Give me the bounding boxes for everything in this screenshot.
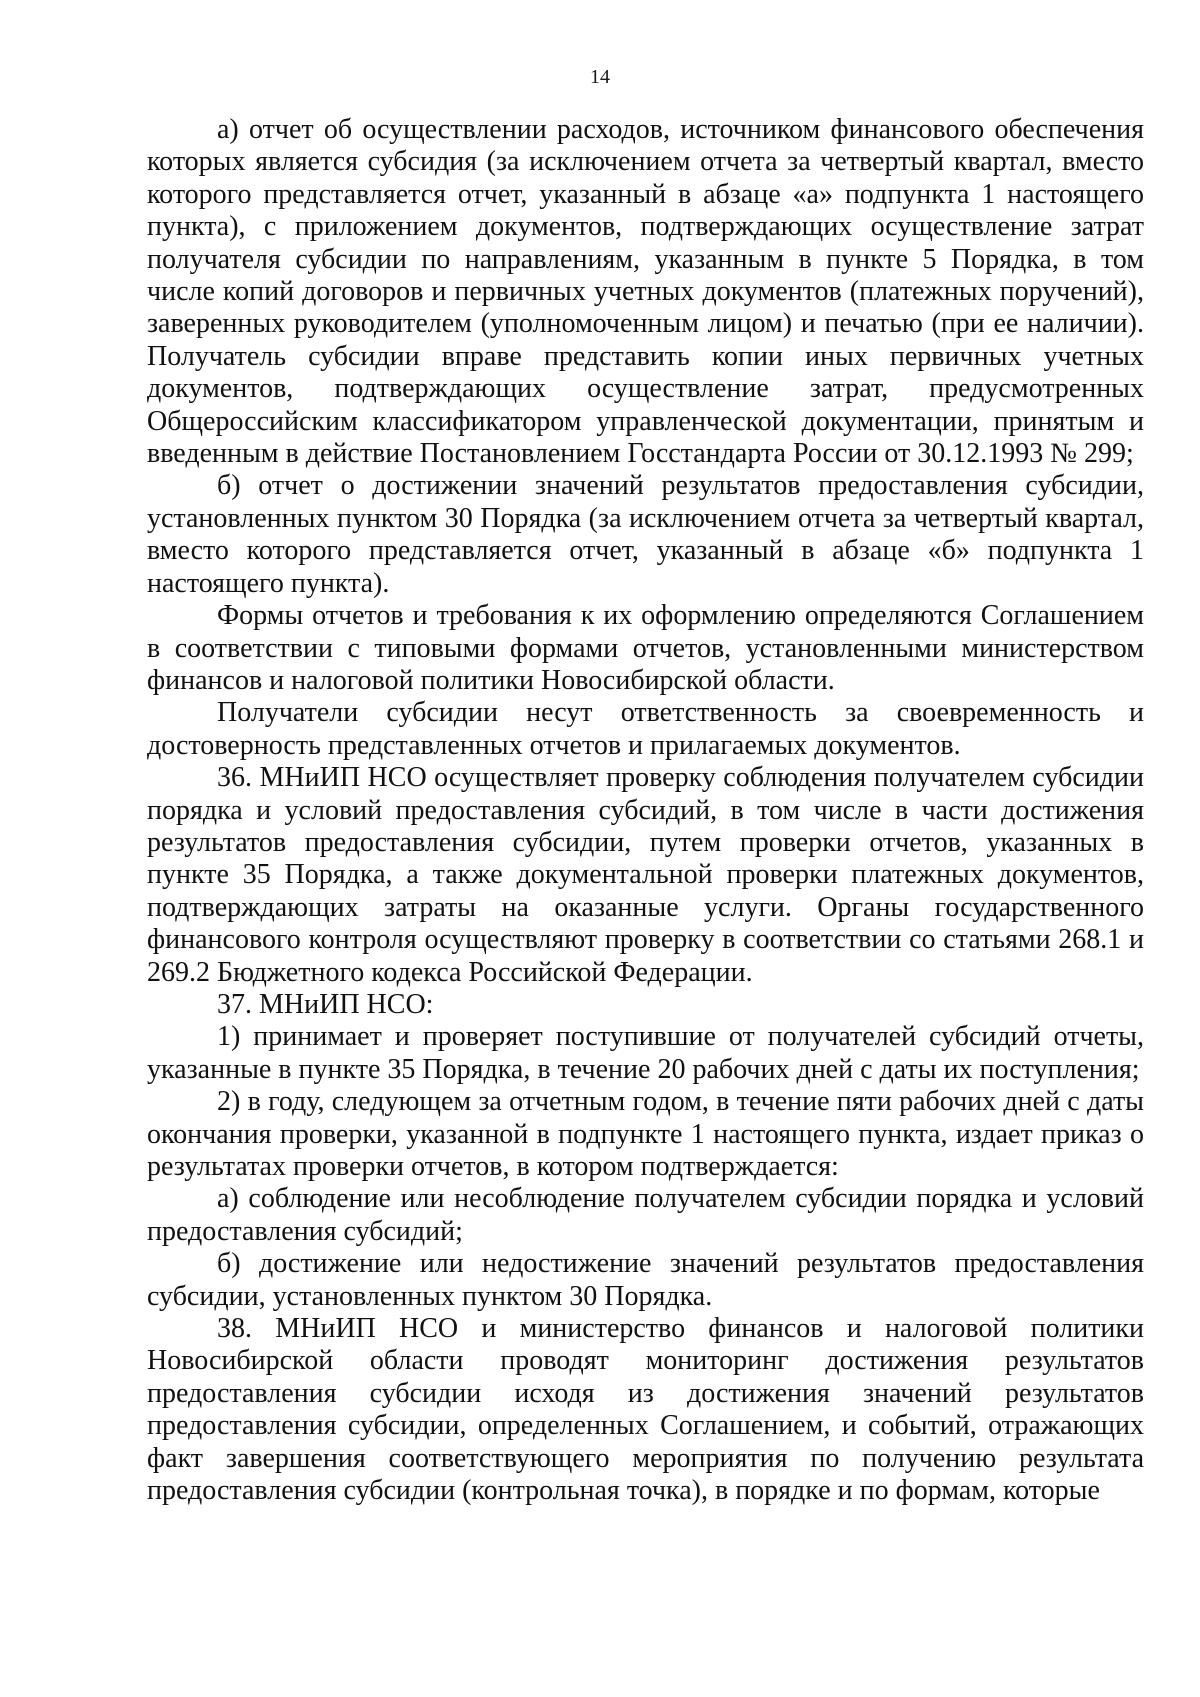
paragraph-report-expenses: а) отчет об осуществлении расходов, источником финансового обеспечения которых является субсидия (за исключением отчета за четвертый квартал, вместо которого представляется отчет, указанный в абзаце «а» подпункта 1 настоящего пункта), с приложением документов, подтверждающих осуществление затрат получателя субсидии по направлениям, указанным в пункте 5 Порядка, в том числе копий договоров и первичных учетных документов (платежных поручений), заверенных руководителем (уполномоченным лицом) и печатью (при ее наличии). Получатель субсидии вправе представить копии иных первичных учетных документов, подтверждающих осуществление затрат, предусмотренных Общероссийским классификатором управленческой документации, принятым и введенным в действие Постановлением Госстандарта России от 30.12.1993 № 299; <box>147 114 1144 470</box>
paragraph-report-forms: Формы отчетов и требования к их оформлению определяются Соглашением в соответствии с типовыми формами отчетов, установленными министерством финансов и налоговой политики Новосибирской области. <box>147 600 1144 696</box>
paragraph-clause-37-item-1: 1) принимает и проверяет поступившие от получателей субсидий отчеты, указанные в пункте 35 Порядка, в течение 20 рабочих дней с даты их поступления; <box>147 1021 1144 1085</box>
paragraph-clause-37-item-2: 2) в году, следующем за отчетным годом, в течение пяти рабочих дней с даты окончания проверки, указанной в подпункте 1 настоящего пункта, издает приказ о результатах проверки отчетов, в котором подтверждается: <box>147 1086 1144 1182</box>
document-body <box>147 114 1144 1507</box>
paragraph-report-results: б) отчет о достижении значений результатов предоставления субсидии, установленных пунктом 30 Порядка (за исключением отчета за четвертый квартал, вместо которого представляется отчет, указанный в абзаце «б» подпункта 1 настоящего пункта). <box>147 470 1144 599</box>
paragraph-recipient-responsibility: Получатели субсидии несут ответственность за своевременность и достоверность представленных отчетов и прилагаемых документов. <box>147 697 1144 761</box>
paragraph-clause-38: 38. МНиИП НСО и министерство финансов и налоговой политики Новосибирской области проводят мониторинг достижения результатов предоставления субсидии исходя из достижения значений результатов предоставления субсидии, определенных Соглашением, и событий, отражающих факт завершения соответствующего мероприятия по получению результата предоставления субсидии (контрольная точка), в порядке и по формам, которые <box>147 1313 1144 1507</box>
paragraph-clause-37-item-2a: а) соблюдение или несоблюдение получателем субсидии порядка и условий предоставления субсидий; <box>147 1183 1144 1247</box>
paragraph-clause-37: 37. МНиИП НСО: <box>217 988 434 1020</box>
paragraph-clause-36: 36. МНиИП НСО осуществляет проверку соблюдения получателем субсидии порядка и условий предоставления субсидий, в том числе в части достижения результатов предоставления субсидии, путем проверки отчетов, указанных в пункте 35 Порядка, а также документальной проверки платежных документов, подтверждающих затраты на оказанные услуги. Органы государственного финансового контроля осуществляют проверку в соответствии со статьями 268.1 и 269.2 Бюджетного кодекса Российской Федерации. <box>147 762 1144 988</box>
paragraph-clause-37-item-2b: б) достижение или недостижение значений результатов предоставления субсидии, установленных пунктом 30 Порядка. <box>147 1248 1144 1312</box>
page-number: 14 <box>590 66 610 88</box>
